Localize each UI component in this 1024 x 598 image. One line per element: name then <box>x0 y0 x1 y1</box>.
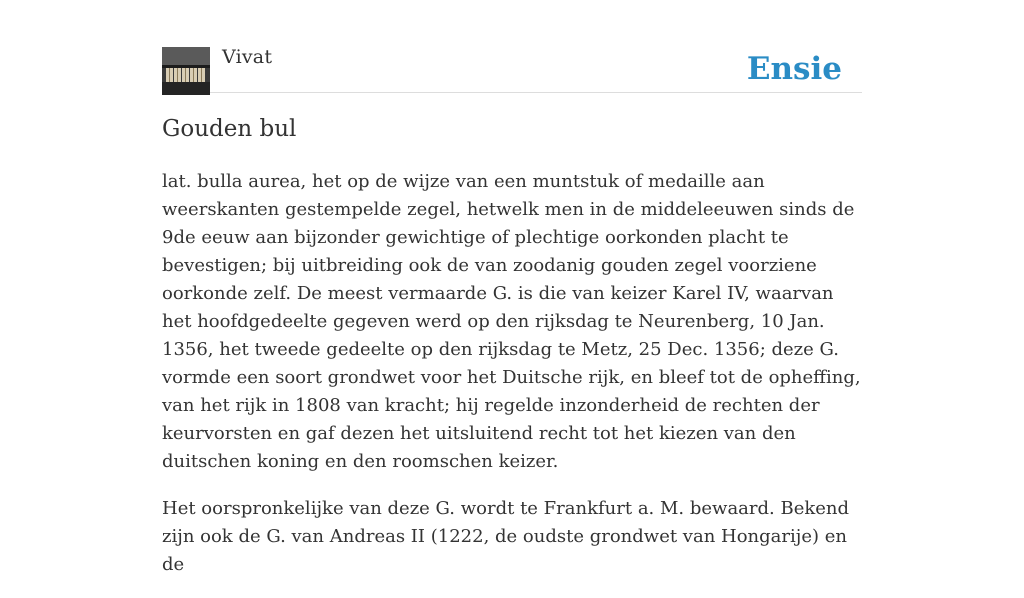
article-body <box>162 168 868 598</box>
brand-logo[interactable]: Ensie <box>746 51 842 87</box>
author-name[interactable]: Vivat <box>222 46 273 68</box>
article-title: Gouden bul <box>162 116 297 142</box>
page-header <box>162 0 862 93</box>
author-avatar[interactable] <box>162 47 210 95</box>
page-container <box>162 0 862 575</box>
article-paragraph: lat. bulla aurea, het op de wijze van een muntstuk of medaille aan weerskanten gestempelde zegel, hetwelk men in de middeleeuwen sinds de 9de eeuw aan bijzonder gewichtige of plechtige oorkonden placht te bevestigen; bij uitbreiding ook de van zoodanig gouden zegel voorziene oorkonde zelf. De meest vermaarde G. is die van keizer Karel IV, waarvan het hoofdgedeelte gegeven werd op den rijksdag te Neurenberg, 10 Jan. 1356, het tweede gedeelte op den rijksdag te Metz, 25 Dec. 1356; deze G. vormde een soort grondwet voor het Duitsche rijk, en bleef tot de opheffing, van het rijk in 1808 van kracht; hij regelde inzonderheid de rechten der keurvorsten en gaf dezen het uitsluitend recht tot het kiezen van den duitschen koning en den roomschen keizer. <box>162 171 861 472</box>
bookshelf-avatar-icon <box>162 47 210 95</box>
article-paragraph: Het oorspronkelijke van deze G. wordt te Frankfurt a. M. bewaard. Bekend zijn ook de G. van Andreas II (1222, de oudste grondwet van Hongarije) en de <box>162 498 850 575</box>
